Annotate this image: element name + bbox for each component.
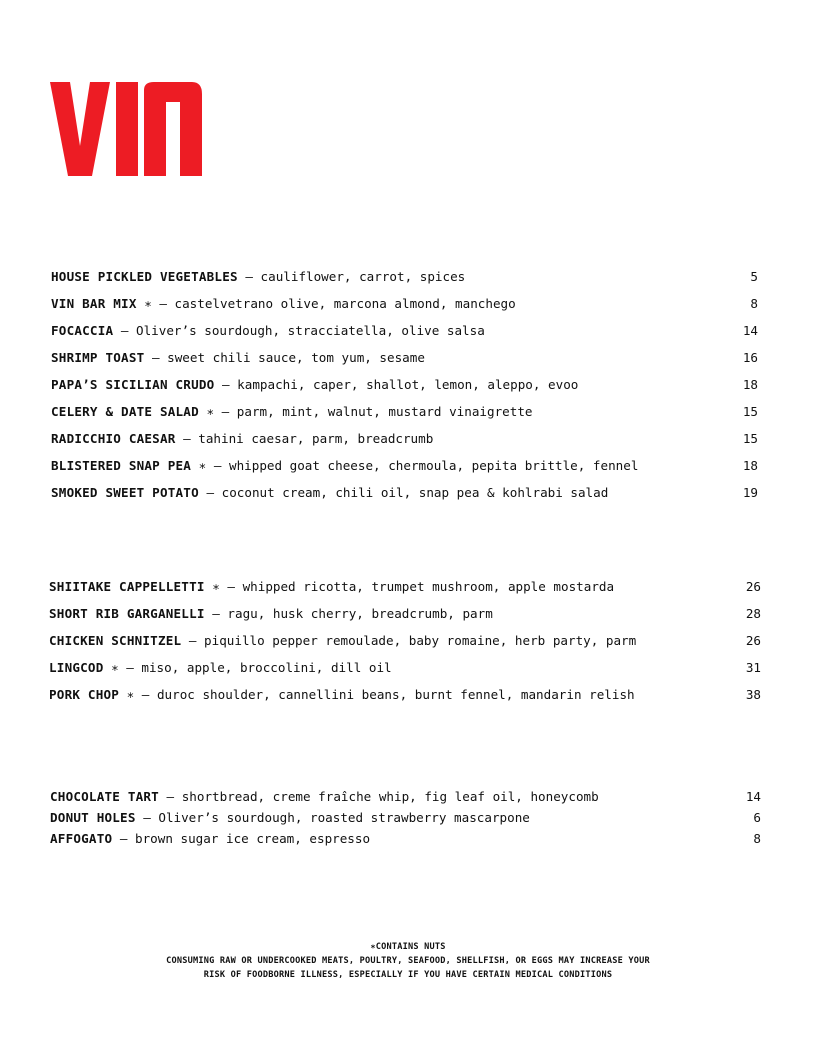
menu-item <box>50 787 761 807</box>
menu-item-description: – ragu, husk cherry, breadcrumb, parm <box>204 606 493 621</box>
menu-item-price: 15 <box>742 404 758 419</box>
menu-item-name: LINGCOD <box>49 660 104 675</box>
menu-item-name: DONUT HOLES <box>50 810 136 825</box>
menu-item-price: 14 <box>745 789 761 804</box>
menu-item-name: BLISTERED SNAP PEA <box>51 458 192 473</box>
menu-item-name: PORK CHOP <box>49 687 120 702</box>
menu-item <box>51 456 758 476</box>
menu-item-description: ∗ – parm, mint, walnut, mustard vinaigrette <box>198 404 533 419</box>
menu-item-description: – tahini caesar, parm, breadcrumb <box>175 431 434 446</box>
menu-item-description: – shortbread, creme fraîche whip, fig leaf oil, honeycomb <box>158 789 599 804</box>
menu-item-description: – Oliver’s sourdough, roasted strawberry mascarpone <box>135 810 530 825</box>
menu-item <box>51 321 758 341</box>
menu-item <box>49 577 761 597</box>
menu-item-name: HOUSE PICKLED VEGETABLES <box>51 269 238 284</box>
menu-item-description: – piquillo pepper remoulade, baby romaine, herb party, parm <box>181 633 637 648</box>
menu-item-description: ∗ – whipped goat cheese, chermoula, pepita brittle, fennel <box>191 458 639 473</box>
menu-item-name: SMOKED SWEET POTATO <box>51 485 199 500</box>
menu-item-price: 14 <box>742 323 758 338</box>
menu-item-name: SHRIMP TOAST <box>51 350 145 365</box>
menu-item-price: 18 <box>742 377 758 392</box>
menu-item-name: SHORT RIB GARGANELLI <box>49 606 205 621</box>
menu-item <box>50 829 761 849</box>
menu-item-name: VIN BAR MIX <box>51 296 137 311</box>
menu-item-price: 26 <box>745 579 761 594</box>
menu-item-description: ∗ – whipped ricotta, trumpet mushroom, apple mostarda <box>204 579 615 594</box>
menu-item-price: 6 <box>753 810 761 825</box>
menu-item <box>50 808 761 828</box>
menu-item-name: CHOCOLATE TART <box>50 789 159 804</box>
menu-item <box>51 348 758 368</box>
foodborne-warning-line-1: CONSUMING RAW OR UNDERCOOKED MEATS, POULTRY, SEAFOOD, SHELLFISH, OR EGGS MAY INCREASE YOUR <box>166 956 650 966</box>
logo-letter-i <box>116 82 138 176</box>
menu-item <box>49 658 761 678</box>
menu-item <box>49 685 761 705</box>
menu-item-price: 38 <box>745 687 761 702</box>
logo-letter-v <box>50 82 110 176</box>
menu-item-price: 16 <box>742 350 758 365</box>
menu-item-description: – coconut cream, chili oil, snap pea & kohlrabi salad <box>198 485 609 500</box>
menu-item-price: 28 <box>745 606 761 621</box>
menu-item <box>51 375 758 395</box>
menu-item <box>51 429 758 449</box>
menu-item-name: FOCACCIA <box>51 323 114 338</box>
menu-item-price: 19 <box>742 485 758 500</box>
menu-item-description: – cauliflower, carrot, spices <box>237 269 466 284</box>
menu-item-price: 15 <box>742 431 758 446</box>
menu-item-description: ∗ – castelvetrano olive, marcona almond, manchego <box>136 296 516 311</box>
menu-item <box>51 483 758 503</box>
menu-item-description: – brown sugar ice cream, espresso <box>112 831 371 846</box>
menu-item-name: CELERY & DATE SALAD <box>51 404 199 419</box>
menu-item-name: SHIITAKE CAPPELLETTI <box>49 579 205 594</box>
menu-item <box>51 402 758 422</box>
menu-item-price: 8 <box>750 296 758 311</box>
logo-letter-n <box>144 82 202 176</box>
nuts-note: ∗CONTAINS NUTS <box>370 942 446 952</box>
menu-item-name: CHICKEN SCHNITZEL <box>49 633 182 648</box>
menu-item <box>51 294 758 314</box>
menu-item-price: 31 <box>745 660 761 675</box>
foodborne-warning-line-2: RISK OF FOODBORNE ILLNESS, ESPECIALLY IF YOU HAVE CERTAIN MEDICAL CONDITIONS <box>203 970 613 980</box>
menu-item-price: 5 <box>750 269 758 284</box>
menu-item-description: – kampachi, caper, shallot, lemon, aleppo, evoo <box>214 377 579 392</box>
menu-item-price: 18 <box>742 458 758 473</box>
menu-item-name: PAPA’S SICILIAN CRUDO <box>51 377 215 392</box>
footer-notes <box>0 940 816 982</box>
menu-item-description: – Oliver’s sourdough, stracciatella, olive salsa <box>113 323 485 338</box>
menu-item-description: – sweet chili sauce, tom yum, sesame <box>144 350 425 365</box>
menu-item-description: ∗ – duroc shoulder, cannellini beans, burnt fennel, mandarin relish <box>119 687 635 702</box>
vin-logo <box>50 82 202 176</box>
menu-item <box>49 604 761 624</box>
menu-item <box>49 631 761 651</box>
menu-item <box>51 267 758 287</box>
menu-item-description: ∗ – miso, apple, broccolini, dill oil <box>103 660 392 675</box>
menu-item-name: AFFOGATO <box>50 831 113 846</box>
menu-item-price: 8 <box>753 831 761 846</box>
menu-item-price: 26 <box>745 633 761 648</box>
menu-item-name: RADICCHIO CAESAR <box>51 431 176 446</box>
